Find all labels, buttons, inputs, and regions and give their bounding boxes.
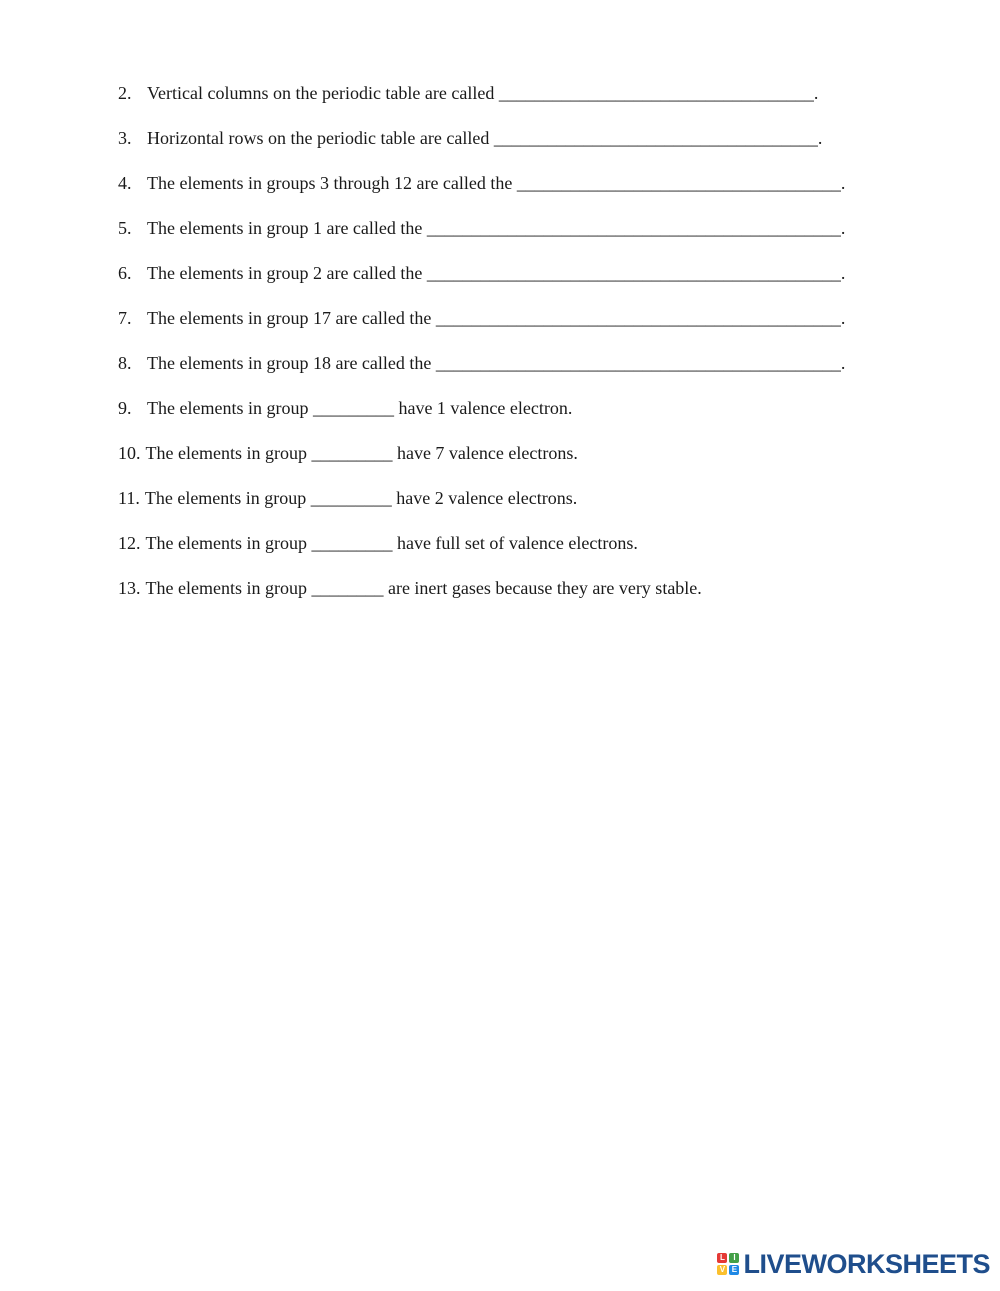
logo-badge-letter: L [717, 1253, 727, 1263]
question-text: The elements in group 1 are called the ______________________________________________. [147, 218, 846, 238]
question-number: 4. [118, 173, 132, 193]
question-text: The elements in group 17 are called the _____________________________________________. [147, 308, 846, 328]
logo-badge-letter: I [729, 1253, 739, 1263]
logo-badge-letter: E [729, 1265, 739, 1275]
question-number: 3. [118, 128, 132, 148]
liveworksheets-logo[interactable] [717, 1249, 990, 1279]
question-13 [118, 575, 918, 620]
question-3 [118, 125, 918, 170]
question-text: The elements in group 2 are called the ______________________________________________. [147, 263, 846, 283]
question-number: 12. [118, 533, 141, 553]
question-number: 8. [118, 353, 132, 373]
question-text: The elements in group ________ are inert gases because they are very stable. [145, 578, 702, 598]
question-number: 9. [118, 398, 132, 418]
question-number: 13. [118, 578, 141, 598]
question-number: 10. [118, 443, 141, 463]
question-text: Horizontal rows on the periodic table are called ____________________________________. [147, 128, 823, 148]
question-text: The elements in group _________ have 7 valence electrons. [145, 443, 578, 463]
question-10 [118, 440, 918, 485]
question-number: 11. [118, 488, 140, 508]
question-number: 6. [118, 263, 132, 283]
question-2 [118, 80, 918, 125]
question-5 [118, 215, 918, 260]
question-6 [118, 260, 918, 305]
question-text: The elements in groups 3 through 12 are called the ____________________________________. [147, 173, 846, 193]
question-text: The elements in group 18 are called the _____________________________________________. [147, 353, 846, 373]
question-text: The elements in group _________ have full set of valence electrons. [145, 533, 638, 553]
logo-text: LIVEWORKSHEETS [743, 1248, 990, 1279]
question-text: Vertical columns on the periodic table are called ___________________________________. [147, 83, 819, 103]
question-12 [118, 530, 918, 575]
question-number: 5. [118, 218, 132, 238]
question-7 [118, 305, 918, 350]
logo-badge-letter: V [717, 1265, 727, 1275]
question-text: The elements in group _________ have 1 valence electron. [147, 398, 573, 418]
question-number: 2. [118, 83, 132, 103]
question-8 [118, 350, 918, 395]
question-9 [118, 395, 918, 440]
logo-badge-icon [717, 1253, 739, 1275]
question-4 [118, 170, 918, 215]
worksheet-questions [118, 80, 918, 620]
question-text: The elements in group _________ have 2 valence electrons. [144, 488, 578, 508]
question-number: 7. [118, 308, 132, 328]
question-11 [118, 485, 918, 530]
